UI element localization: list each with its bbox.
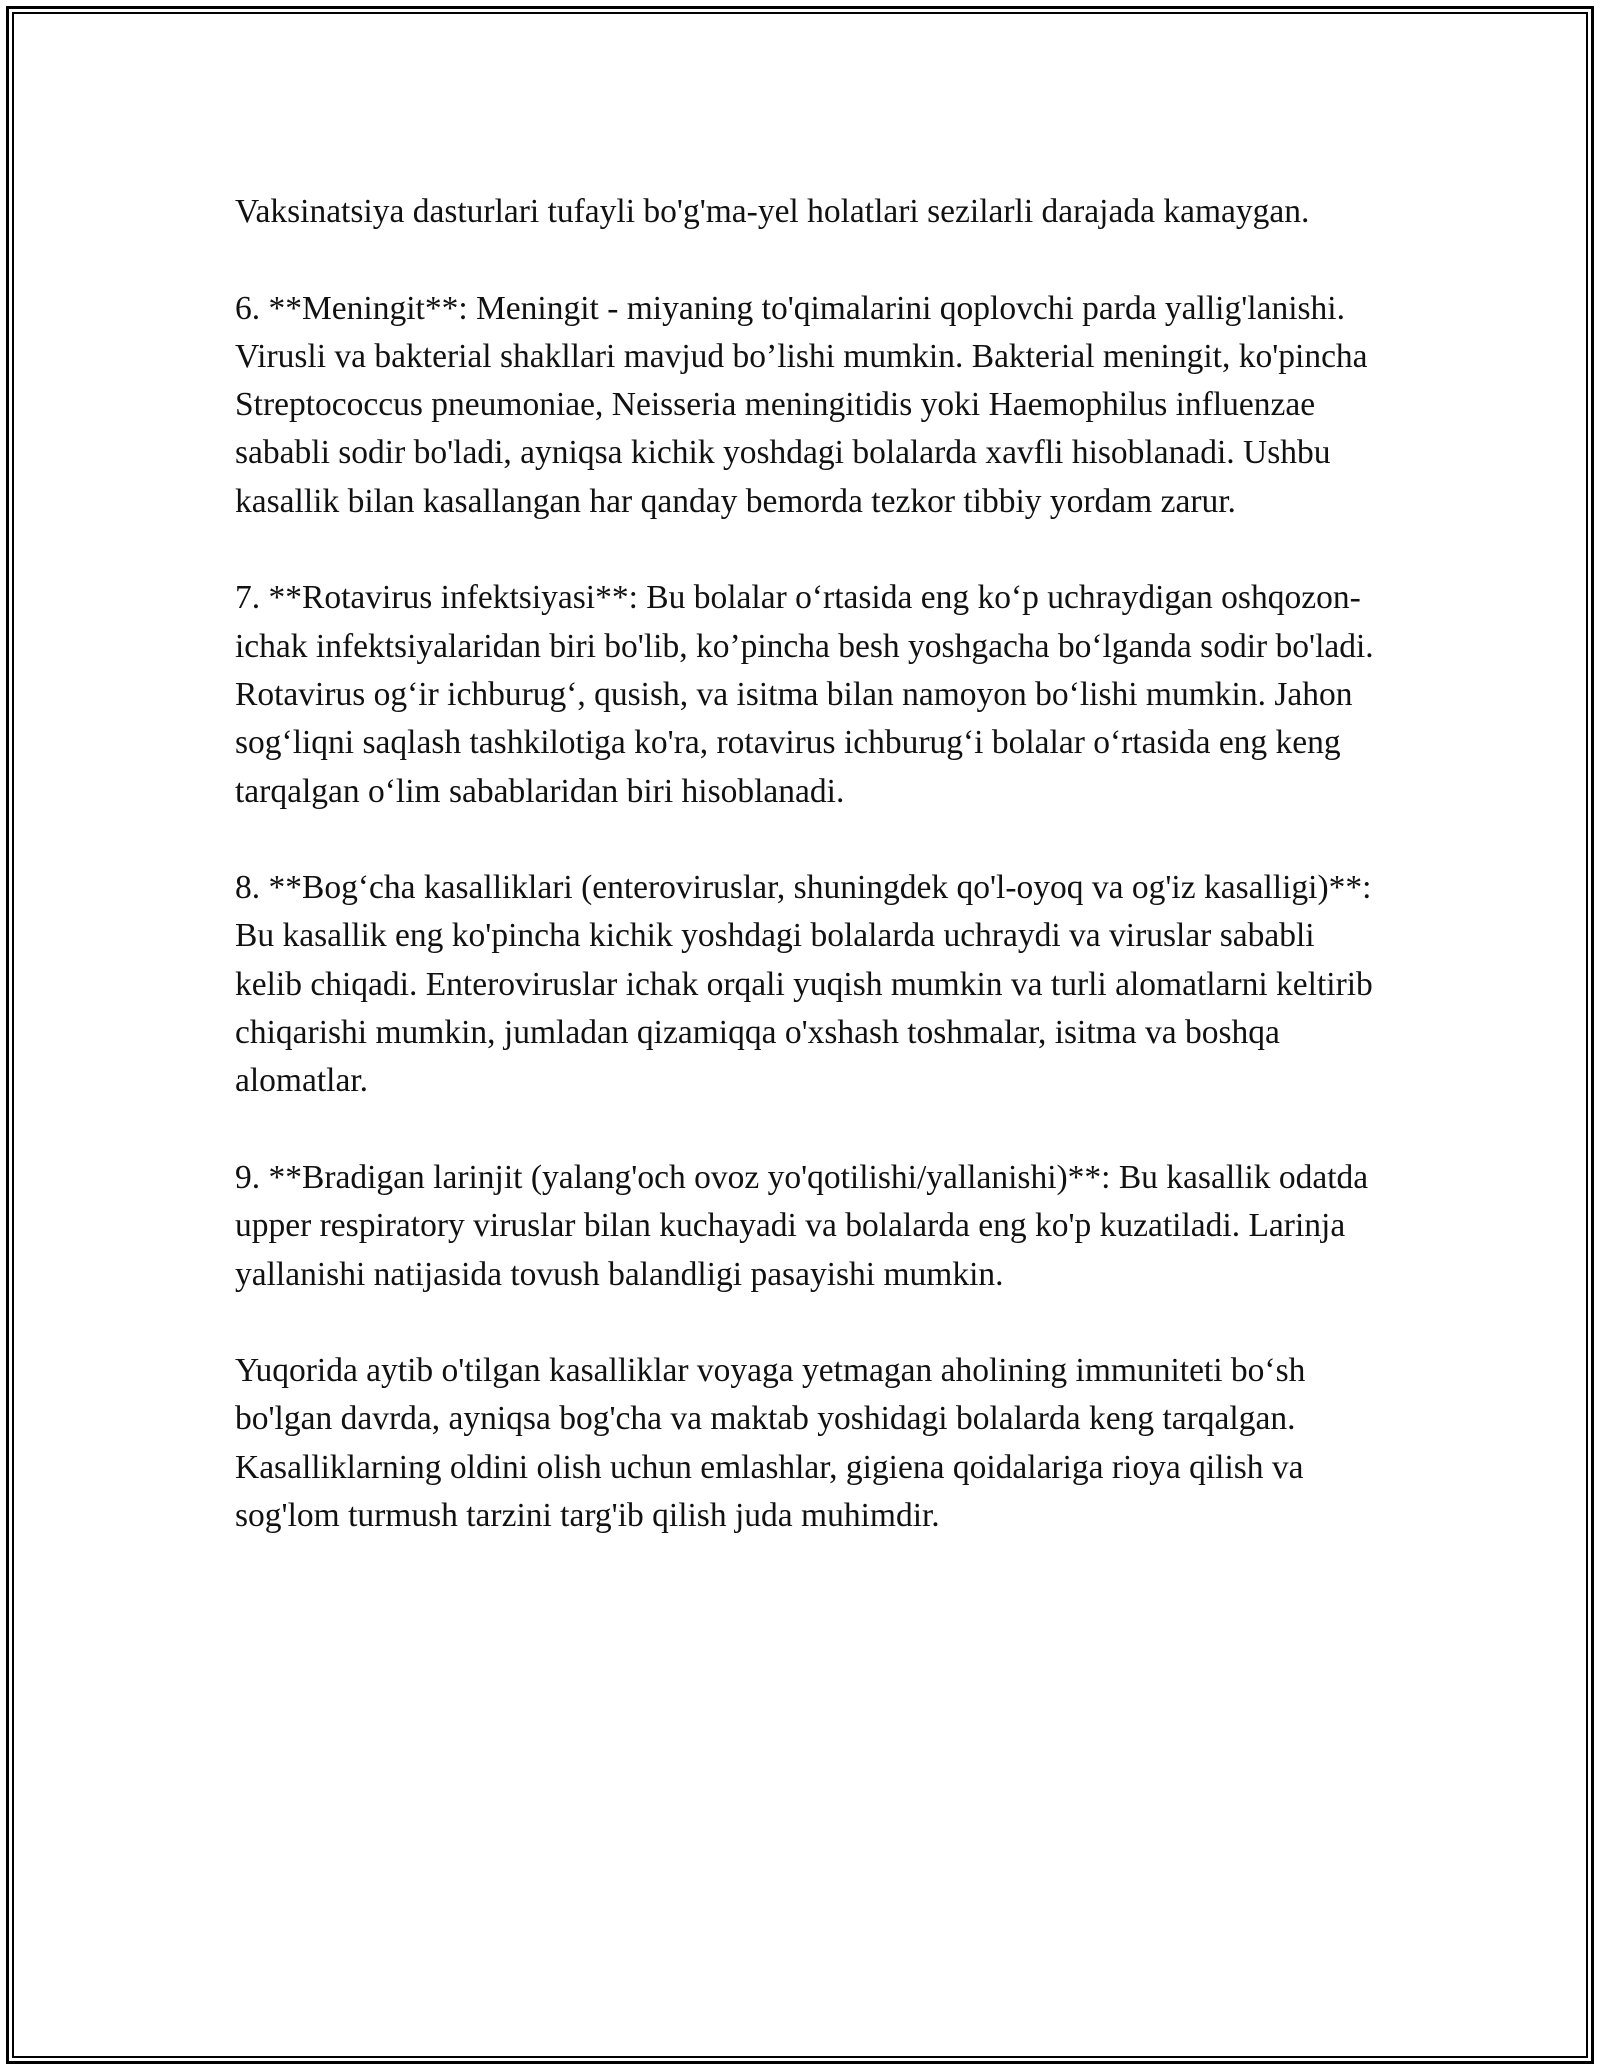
paragraph-meningit: 6. **Meningit**: Meningit - miyaning to'qimalarini qoplovchi parda yallig'lanishi. Virusli va bakterial shakllari mavjud bo’lishi mumkin. Bakterial meningit, ko'pincha Streptococcus pneumoniae, Neisseria meningitidis yoki Haemophilus influenzae sababli sodir bo'ladi, ayniqsa kichik yoshdagi bolalarda xavfli hisoblanadi. Ushbu kasallik bilan kasallangan har qanday bemorda tezkor tibbiy yordam zarur.	[235, 289, 1368, 520]
paragraph-intro: Vaksinatsiya dasturlari tufayli bo'g'ma-yel holatlari sezilarli darajada kamaygan.	[235, 193, 1310, 230]
paragraph-rotavirus: 7. **Rotavirus infektsiyasi**: Bu bolalar o‘rtasida eng ko‘p uchraydigan oshqozon-ichak infektsiyalaridan biri bo'lib, ko’pincha besh yoshgacha bo‘lganda sodir bo'ladi. Rotavirus og‘ir ichburug‘, qusish, va isitma bilan namoyon bo‘lishi mumkin. Jahon sog‘liqni saqlash tashkilotiga ko'ra, rotavirus ichburug‘i bolalar o‘rtasida eng keng tarqalgan o‘lim sabablaridan biri hisoblanadi.	[235, 579, 1374, 810]
document-body	[235, 188, 1375, 1589]
paragraph-conclusion: Yuqorida aytib o'tilgan kasalliklar voyaga yetmagan aholining immuniteti bo‘sh bo'lgan davrda, ayniqsa bog'cha va maktab yoshidagi bolalarda keng tarqalgan. Kasalliklarning oldini olish uchun emlashlar, gigiena qoidalariga rioya qilish va sog'lom turmush tarzini targ'ib qilish juda muhimdir.	[235, 1352, 1306, 1535]
paragraph-bogcha-kasalliklari: 8. **Bog‘cha kasalliklari (enteroviruslar, shuningdek qo'l-oyoq va og'iz kasalligi)**: Bu kasallik eng ko'pincha kichik yoshdagi bolalarda uchraydi va viruslar sababli kelib chiqadi. Enteroviruslar ichak orqali yuqish mumkin va turli alomatlarni keltirib chiqarishi mumkin, jumladan qizamiqqa o'xshash toshmalar, isitma va boshqa alomatlar.	[235, 869, 1373, 1100]
paragraph-larinjit: 9. **Bradigan larinjit (yalang'och ovoz yo'qotilishi/yallanishi)**: Bu kasallik odatda upper respiratory viruslar bilan kuchayadi va bolalarda eng ko'p kuzatiladi. Larinja yallanishi natijasida tovush balandligi pasayishi mumkin.	[235, 1158, 1369, 1293]
